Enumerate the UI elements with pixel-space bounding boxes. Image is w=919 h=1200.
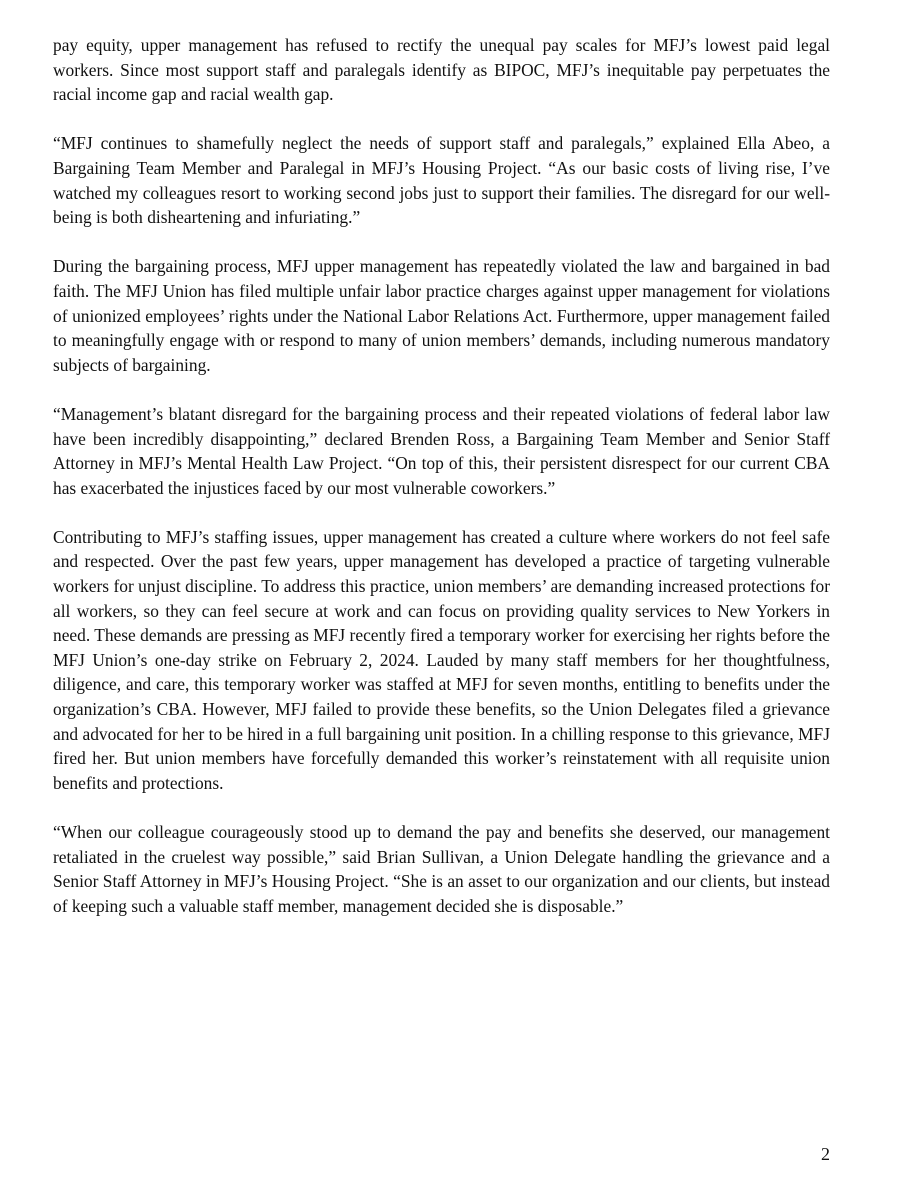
paragraph-brian-sullivan-quote: “When our colleague courageously stood up to demand the pay and benefits she deserved, our management retaliated in the cruelest way possible,” said Brian Sullivan, a Union Delegate handling the grievance and a Senior Staff Attorney in MFJ’s Housing Project. “She is an asset to our organization and our clients, but instead of keeping such a valuable staff member, management decided she is disposable.” xyxy=(53,822,830,916)
paragraph-pay-equity: pay equity, upper management has refused to rectify the unequal pay scales for MFJ’s lowest paid legal workers. Since most support staff and paralegals identify as BIPOC, MFJ’s inequitable pay perpetuates the racial income gap and racial wealth gap. xyxy=(53,35,830,105)
paragraph-brenden-ross-quote: “Management’s blatant disregard for the bargaining process and their repeated violations of federal labor law have been incredibly disappointing,” declared Brenden Ross, a Bargaining Team Member and Senior Staff Attorney in MFJ’s Mental Health Law Project. “On top of this, their persistent disrespect for our current CBA has exacerbated the injustices faced by our most vulnerable coworkers.” xyxy=(53,403,830,498)
paragraph-staffing-issues: Contributing to MFJ’s staffing issues, upper management has created a culture where workers do not feel safe and respected. Over the past few years, upper management has developed a practice of targeting vulnerable workers for unjust discipline. To address this practice, union members’ are demanding increased protections for all workers, so they can feel secure at work and can focus on providing quality services to New Yorkers in need. These demands are pressing as MFJ recently fired a temporary worker for exercising her rights before the MFJ Union’s one-day strike on February 2, 2024. Lauded by many staff members for her thoughtfulness, diligence, and care, this temporary worker was staffed at MFJ for seven months, entitling to benefits under the organization’s CBA. However, MFJ failed to provide these benefits, so the Union Delegates filed a grievance and advocated for her to be hired in a full bargaining unit position. In a chilling response to this grievance, MFJ fired her. But union members have forcefully demanded this worker’s reinstatement with all requisite union benefits and protections. xyxy=(53,526,830,793)
document-body xyxy=(53,33,830,943)
paragraph-bargaining-process: During the bargaining process, MFJ upper management has repeatedly violated the law and bargained in bad faith. The MFJ Union has filed multiple unfair labor practice charges against upper management for violations of unionized employees’ rights under the National Labor Relations Act. Furthermore, upper management failed to meaningfully engage with or respond to many of union members’ demands, including numerous mandatory subjects of bargaining. xyxy=(53,256,830,375)
paragraph-ella-abeo-quote: “MFJ continues to shamefully neglect the needs of support staff and paralegals,” explained Ella Abeo, a Bargaining Team Member and Paralegal in MFJ’s Housing Project. “As our basic costs of living rise, I’ve watched my colleagues resort to working second jobs just to support their families. The disregard for our well-being is both disheartening and infuriating.” xyxy=(53,133,830,228)
page-number: 2 xyxy=(821,1144,830,1164)
